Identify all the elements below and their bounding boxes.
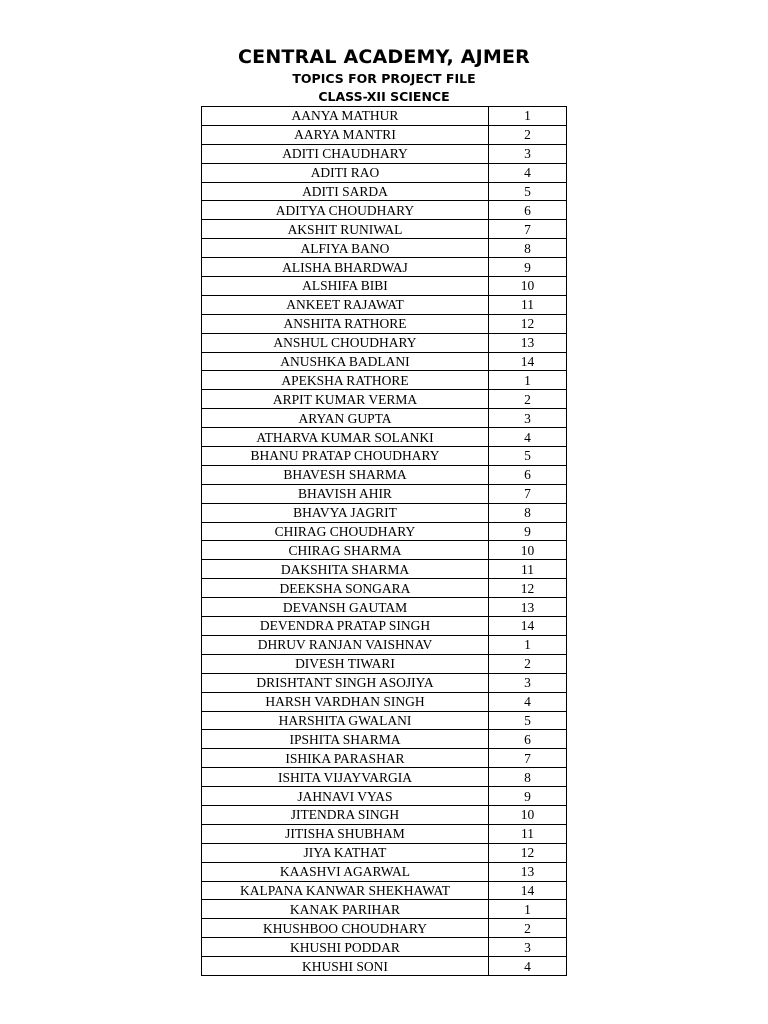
topic-number-cell: 5 [489, 447, 567, 466]
student-name-cell: KALPANA KANWAR SHEKHAWAT [202, 881, 489, 900]
topic-number-cell: 6 [489, 201, 567, 220]
topic-number-cell: 8 [489, 503, 567, 522]
student-name-cell: ISHIKA PARASHAR [202, 749, 489, 768]
table-row [202, 125, 567, 144]
topic-number-cell: 4 [489, 692, 567, 711]
topic-number-cell: 10 [489, 277, 567, 296]
student-name-cell: ALISHA BHARDWAJ [202, 258, 489, 277]
topic-number-cell: 1 [489, 371, 567, 390]
table-row [202, 843, 567, 862]
topic-number-cell: 3 [489, 409, 567, 428]
student-name-cell: ARYAN GUPTA [202, 409, 489, 428]
student-name-cell: IPSHITA SHARMA [202, 730, 489, 749]
topic-number-cell: 3 [489, 938, 567, 957]
topic-number-cell: 8 [489, 768, 567, 787]
table-row [202, 428, 567, 447]
topic-number-cell: 13 [489, 333, 567, 352]
student-name-cell: HARSH VARDHAN SINGH [202, 692, 489, 711]
table-row [202, 314, 567, 333]
student-topic-table-body [202, 107, 567, 976]
topic-number-cell: 4 [489, 957, 567, 976]
table-row [202, 787, 567, 806]
student-name-cell: DEEKSHA SONGARA [202, 579, 489, 598]
table-row [202, 598, 567, 617]
table-row [202, 390, 567, 409]
student-name-cell: BHAVYA JAGRIT [202, 503, 489, 522]
student-name-cell: JIYA KATHAT [202, 843, 489, 862]
table-row [202, 107, 567, 126]
topic-number-cell: 10 [489, 541, 567, 560]
table-row [202, 673, 567, 692]
topic-number-cell: 12 [489, 579, 567, 598]
student-name-cell: CHIRAG SHARMA [202, 541, 489, 560]
student-name-cell: BHAVESH SHARMA [202, 465, 489, 484]
topic-number-cell: 11 [489, 295, 567, 314]
topic-number-cell: 9 [489, 522, 567, 541]
table-row [202, 957, 567, 976]
student-name-cell: HARSHITA GWALANI [202, 711, 489, 730]
student-name-cell: ADITYA CHOUDHARY [202, 201, 489, 220]
table-row [202, 144, 567, 163]
table-row [202, 919, 567, 938]
table-row [202, 711, 567, 730]
topic-number-cell: 3 [489, 673, 567, 692]
topic-number-cell: 14 [489, 352, 567, 371]
student-name-cell: DAKSHITA SHARMA [202, 560, 489, 579]
topic-number-cell: 5 [489, 182, 567, 201]
topic-number-cell: 13 [489, 862, 567, 881]
table-row [202, 730, 567, 749]
student-name-cell: JAHNAVI VYAS [202, 787, 489, 806]
student-name-cell: ADITI SARDA [202, 182, 489, 201]
student-name-cell: AARYA MANTRI [202, 125, 489, 144]
student-name-cell: ARPIT KUMAR VERMA [202, 390, 489, 409]
student-name-cell: KHUSHBOO CHOUDHARY [202, 919, 489, 938]
student-name-cell: ATHARVA KUMAR SOLANKI [202, 428, 489, 447]
topic-number-cell: 11 [489, 824, 567, 843]
student-name-cell: ADITI RAO [202, 163, 489, 182]
table-row [202, 862, 567, 881]
table-row [202, 295, 567, 314]
table-row [202, 182, 567, 201]
student-name-cell: BHAVISH AHIR [202, 484, 489, 503]
table-row [202, 749, 567, 768]
topic-number-cell: 2 [489, 654, 567, 673]
student-name-cell: ADITI CHAUDHARY [202, 144, 489, 163]
student-name-cell: ALSHIFA BIBI [202, 277, 489, 296]
table-row [202, 579, 567, 598]
student-name-cell: ANKEET RAJAWAT [202, 295, 489, 314]
table-row [202, 239, 567, 258]
topic-number-cell: 14 [489, 617, 567, 636]
student-name-cell: KHUSHI PODDAR [202, 938, 489, 957]
topic-number-cell: 3 [489, 144, 567, 163]
topic-number-cell: 12 [489, 843, 567, 862]
student-name-cell: KHUSHI SONI [202, 957, 489, 976]
document-subtitle: TOPICS FOR PROJECT FILE [292, 71, 476, 86]
topic-number-cell: 10 [489, 805, 567, 824]
student-name-cell: ISHITA VIJAYVARGIA [202, 768, 489, 787]
topic-number-cell: 1 [489, 900, 567, 919]
topic-number-cell: 14 [489, 881, 567, 900]
table-row [202, 333, 567, 352]
topic-number-cell: 5 [489, 711, 567, 730]
topic-number-cell: 4 [489, 428, 567, 447]
topic-number-cell: 2 [489, 919, 567, 938]
topic-number-cell: 13 [489, 598, 567, 617]
table-row [202, 484, 567, 503]
table-row [202, 617, 567, 636]
table-row [202, 560, 567, 579]
student-name-cell: JITENDRA SINGH [202, 805, 489, 824]
topic-number-cell: 6 [489, 730, 567, 749]
table-row [202, 201, 567, 220]
student-name-cell: ANUSHKA BADLANI [202, 352, 489, 371]
topic-number-cell: 1 [489, 635, 567, 654]
table-row [202, 805, 567, 824]
topic-number-cell: 2 [489, 390, 567, 409]
topic-number-cell: 1 [489, 107, 567, 126]
student-name-cell: CHIRAG CHOUDHARY [202, 522, 489, 541]
student-name-cell: KAASHVI AGARWAL [202, 862, 489, 881]
document-header [0, 44, 768, 106]
table-row [202, 503, 567, 522]
table-row [202, 654, 567, 673]
student-name-cell: APEKSHA RATHORE [202, 371, 489, 390]
student-name-cell: DEVENDRA PRATAP SINGH [202, 617, 489, 636]
table-row [202, 409, 567, 428]
student-name-cell: ANSHUL CHOUDHARY [202, 333, 489, 352]
table-row [202, 522, 567, 541]
student-name-cell: DEVANSH GAUTAM [202, 598, 489, 617]
topic-number-cell: 11 [489, 560, 567, 579]
student-topic-table [201, 106, 567, 976]
topic-number-cell: 9 [489, 787, 567, 806]
student-name-cell: AANYA MATHUR [202, 107, 489, 126]
topic-number-cell: 12 [489, 314, 567, 333]
table-row [202, 900, 567, 919]
table-row [202, 465, 567, 484]
student-name-cell: DHRUV RANJAN VAISHNAV [202, 635, 489, 654]
class-label: CLASS-XII SCIENCE [318, 89, 450, 104]
student-name-cell: DIVESH TIWARI [202, 654, 489, 673]
student-name-cell: BHANU PRATAP CHOUDHARY [202, 447, 489, 466]
topic-number-cell: 9 [489, 258, 567, 277]
table-row [202, 692, 567, 711]
table-row [202, 258, 567, 277]
topic-number-cell: 7 [489, 749, 567, 768]
school-title: CENTRAL ACADEMY, AJMER [238, 46, 530, 68]
topic-number-cell: 6 [489, 465, 567, 484]
table-row [202, 768, 567, 787]
student-name-cell: KANAK PARIHAR [202, 900, 489, 919]
student-name-cell: JITISHA SHUBHAM [202, 824, 489, 843]
table-row [202, 938, 567, 957]
student-name-cell: ANSHITA RATHORE [202, 314, 489, 333]
student-name-cell: ALFIYA BANO [202, 239, 489, 258]
topic-number-cell: 2 [489, 125, 567, 144]
topic-number-cell: 8 [489, 239, 567, 258]
table-row [202, 881, 567, 900]
table-row [202, 277, 567, 296]
table-row [202, 371, 567, 390]
table-row [202, 447, 567, 466]
table-row [202, 220, 567, 239]
table-row [202, 163, 567, 182]
table-row [202, 352, 567, 371]
student-name-cell: DRISHTANT SINGH ASOJIYA [202, 673, 489, 692]
topic-number-cell: 4 [489, 163, 567, 182]
topic-number-cell: 7 [489, 484, 567, 503]
topic-number-cell: 7 [489, 220, 567, 239]
table-row [202, 635, 567, 654]
table-row [202, 824, 567, 843]
student-name-cell: AKSHIT RUNIWAL [202, 220, 489, 239]
table-row [202, 541, 567, 560]
